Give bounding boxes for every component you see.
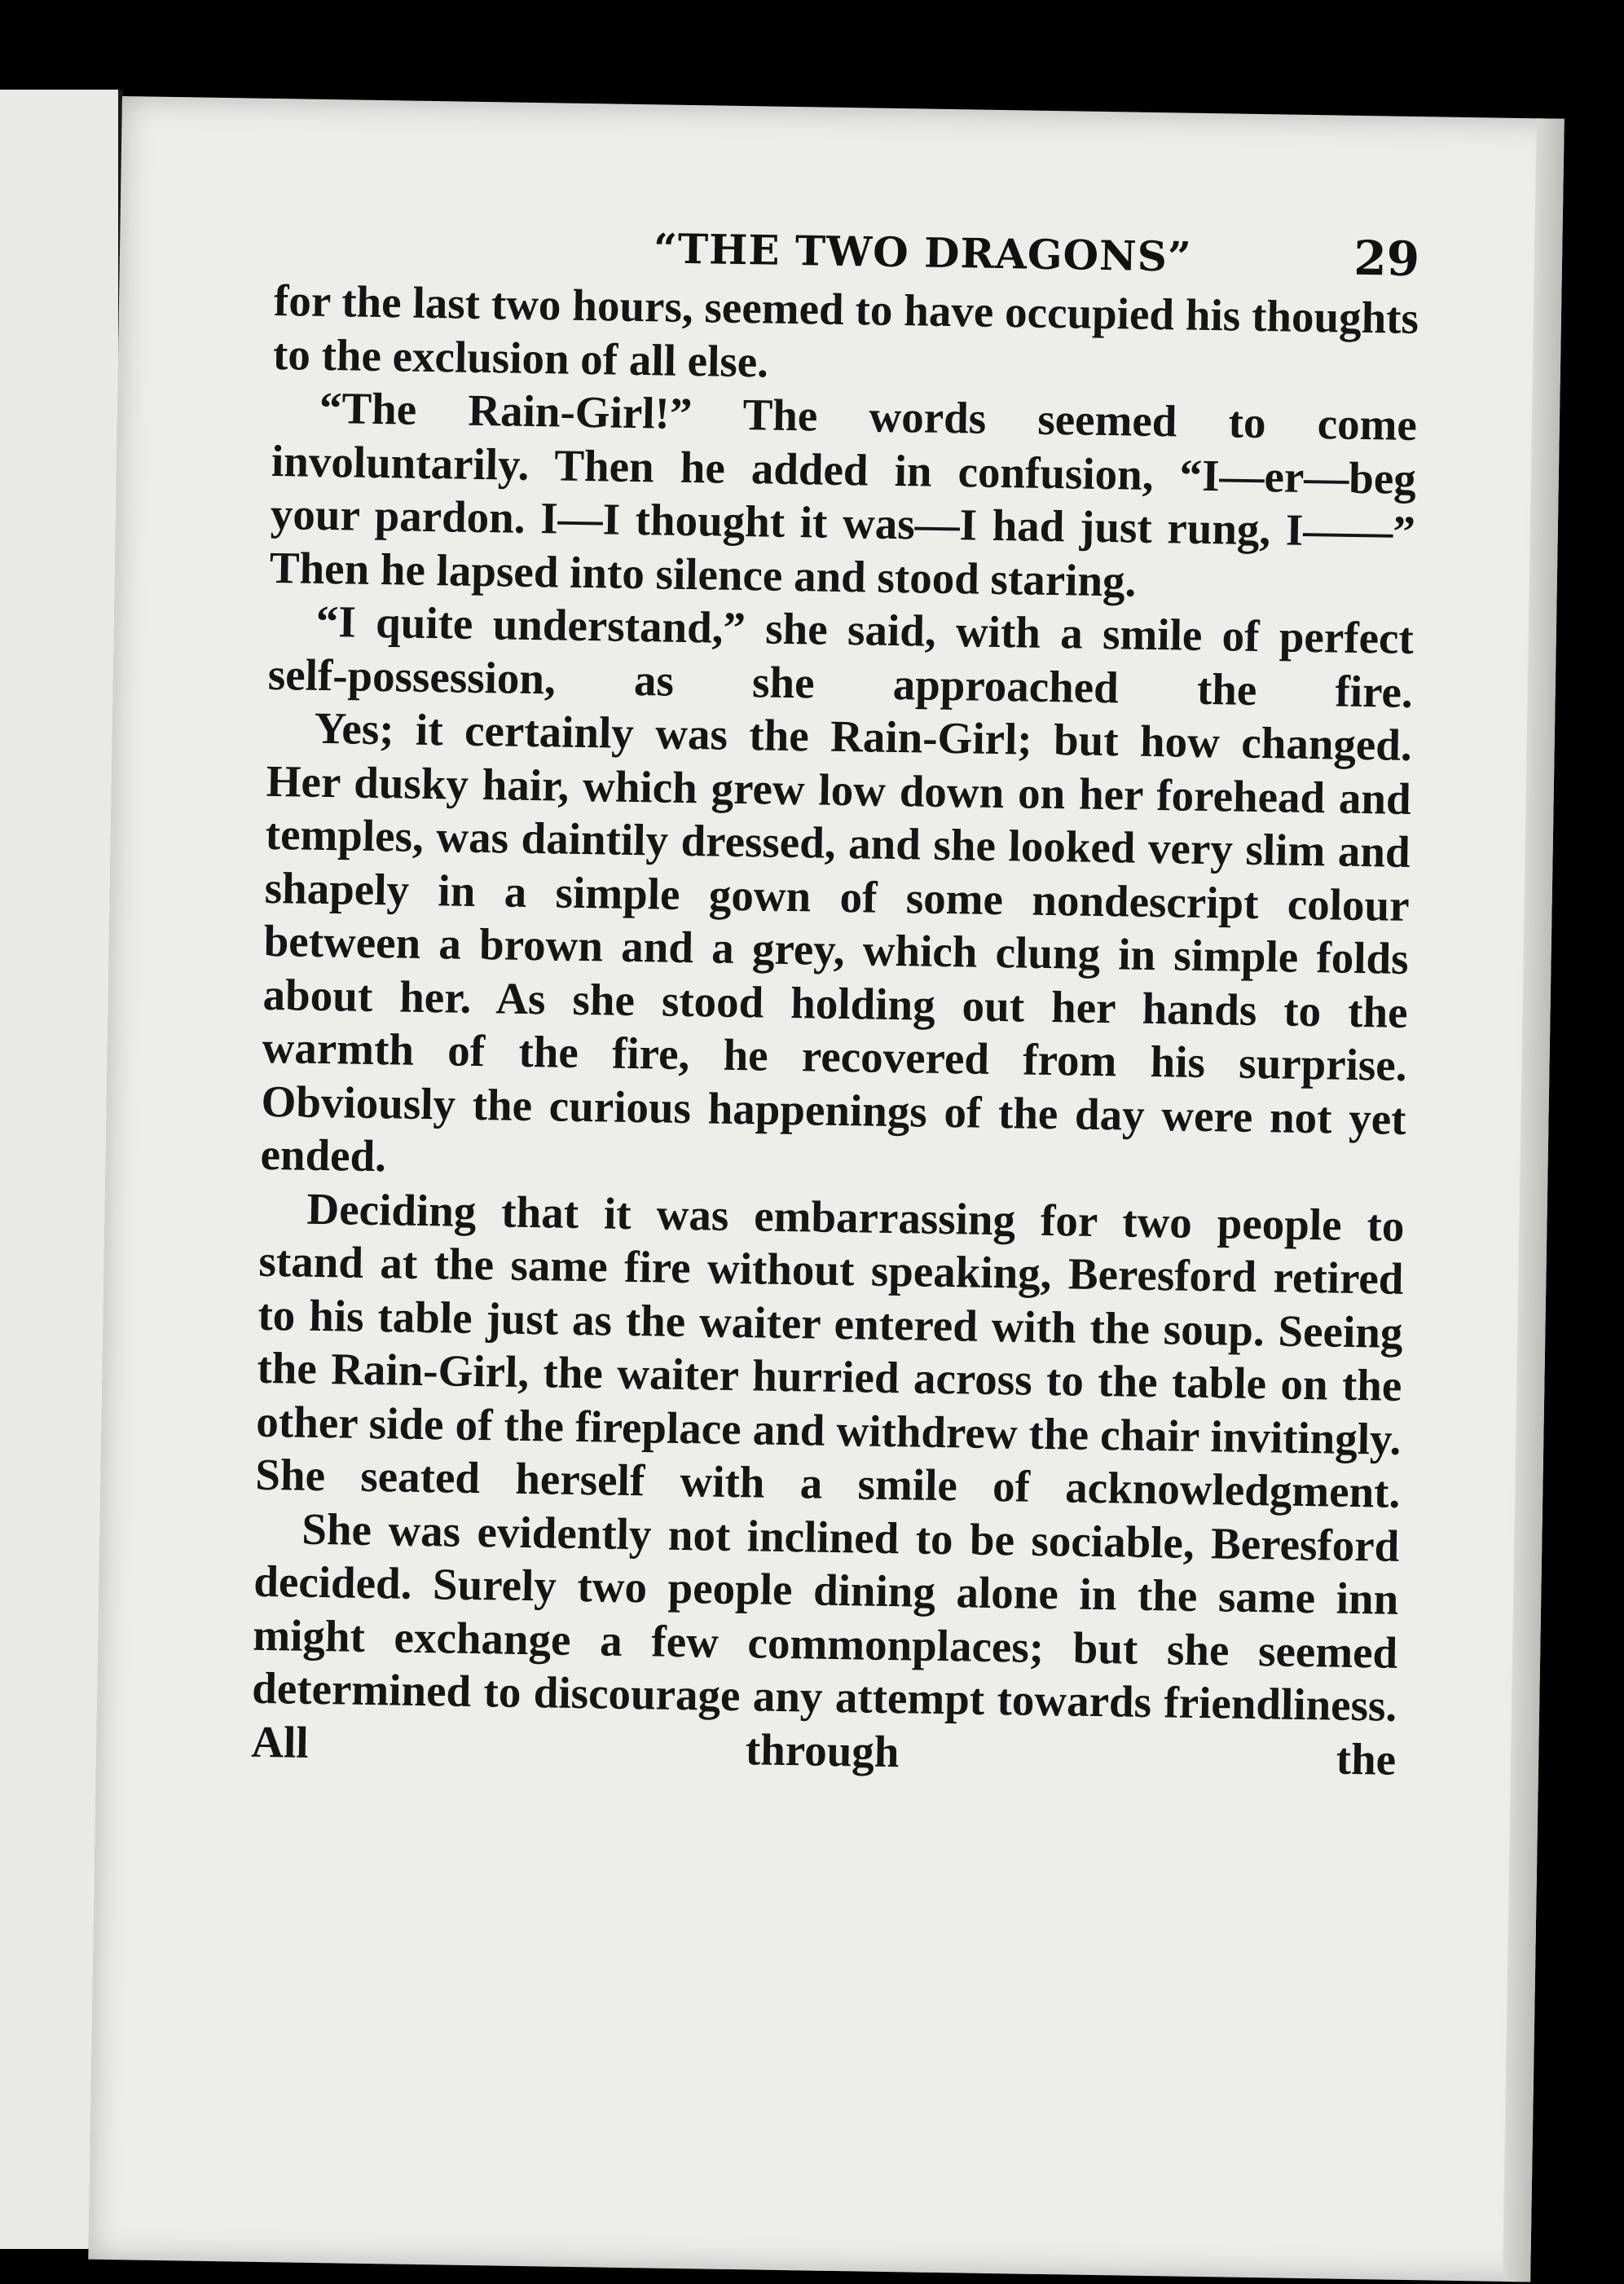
paragraph: She was evidently not inclined to be sociable, Beresford decided. Surely two people dining alone in the same inn might exchange a few commonplaces; but she seemed determined to discourage any attempt towards friendliness. All through the <box>250 1503 1400 1785</box>
paragraph: Yes; it certainly was the Rain-Girl; but how changed. Her dusky hair, which grew low down on her forehead and temples, was daintily dressed, and she looked very slim and shapely in a simple gown of some nondescript colour between a brown and a grey, which clung in simple folds about her. As she stood holding out her hands to the warmth of the fire, he recovered from his surprise. Obviously the curious happenings of the day were not yet ended. <box>260 702 1413 1182</box>
paragraph: “I quite understand,” she said, with a smile of perfect self-possession, as she approached the fire. <box>267 596 1415 717</box>
paragraph-continued: for the last two hours, seemed to have occupied his thoughts to the exclusion of all else. <box>272 275 1419 386</box>
body-text <box>251 274 1419 1786</box>
page-number: 29 <box>1353 230 1420 288</box>
running-title: “THE TWO DRAGONS” <box>653 224 1193 281</box>
paragraph: “The Rain-Girl!” The words seemed to come involuntarily. Then he added in confusion, “I—er—beg your pardon. I—I thought it was—I had just rung, I——” Then he lapsed into silence and stood staring. <box>269 382 1418 606</box>
paragraph: Deciding that it was embarrassing for two people to stand at the same fire without speaking, Beresford retired to his table just as the waiter entered with the soup. Seeing the Rain-Girl, the waiter hurried across to the table on the other side of the fireplace and withdrew the chair invitingly. She seated herself with a smile of acknowledgment. <box>254 1183 1405 1517</box>
book-page <box>88 96 1564 2282</box>
page-fore-edge <box>1503 118 1565 2282</box>
